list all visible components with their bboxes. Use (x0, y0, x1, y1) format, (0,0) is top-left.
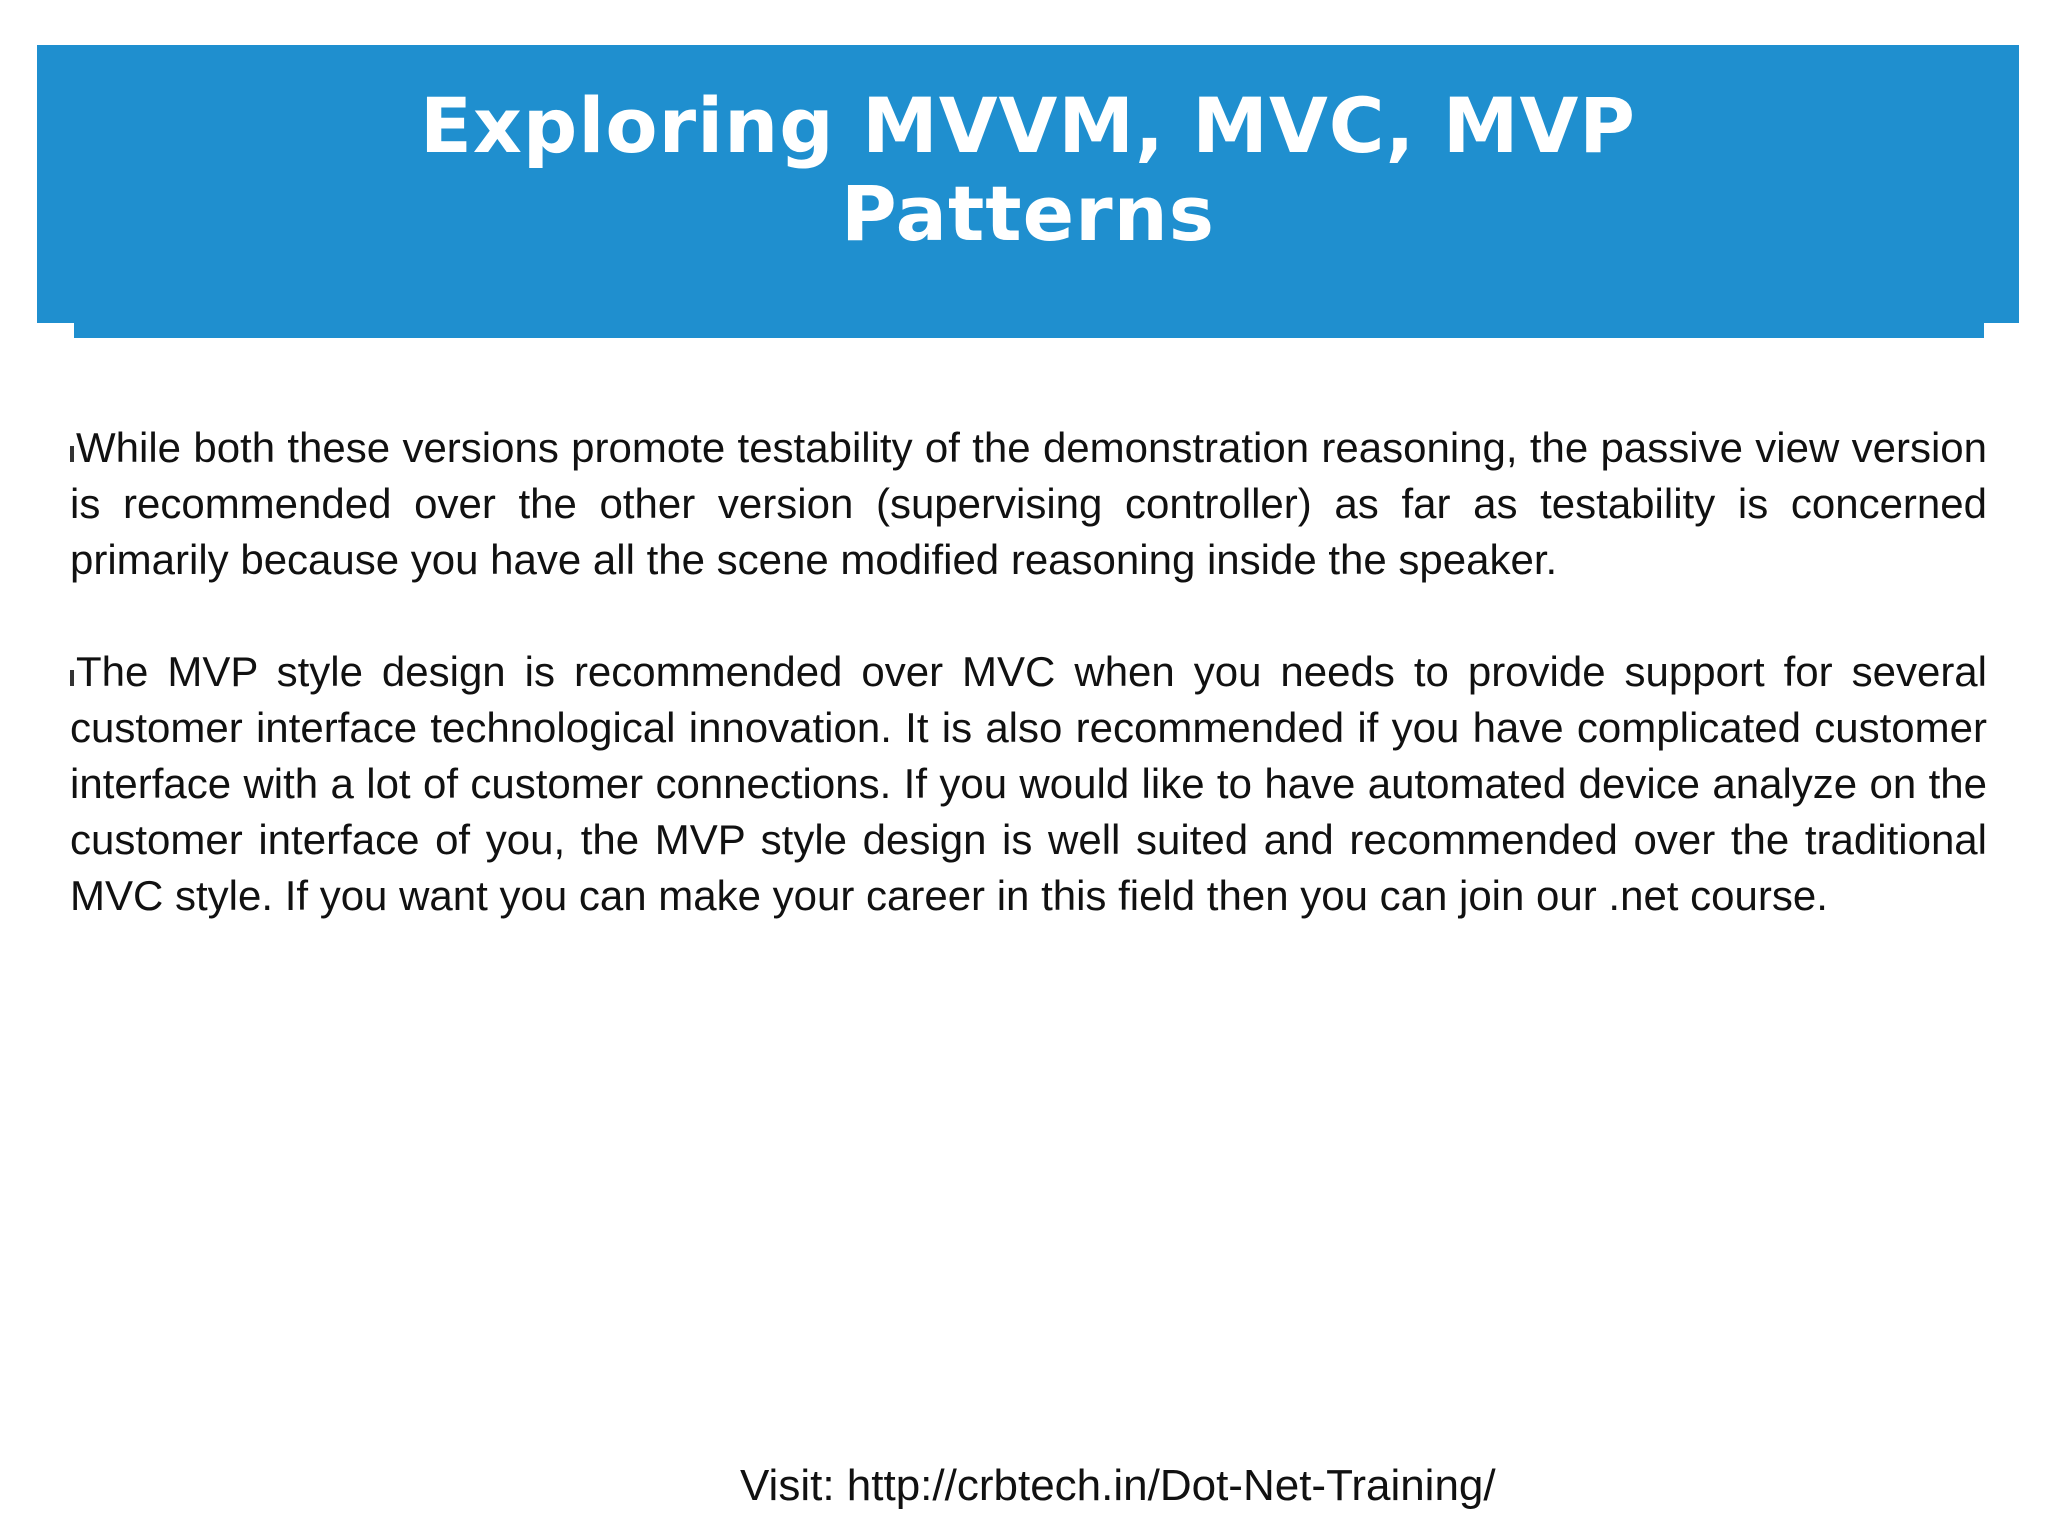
paragraph-mvp-design (70, 644, 1987, 924)
bullet-icon (70, 670, 74, 686)
slide-title-line-1: Exploring MVVM, MVC, MVP (419, 81, 1637, 170)
footer-visit-link[interactable]: Visit: http://crbtech.in/Dot-Net-Training/ (740, 1461, 1496, 1510)
slide-title-line-2: Patterns (841, 169, 1215, 258)
title-banner (37, 45, 2019, 323)
bullet-icon (70, 446, 74, 462)
paragraph-text: The MVP style design is recommended over MVC when you needs to provide support for several customer interface technological innovation. It is also recommended if you have complicated customer interface with a lot of customer connections. If you would like to have automated device analyze on the customer interface of you, the MVP style design is well suited and recommended over the traditional MVC style. If you want you can make your career in this field then you can join our .net course. (70, 648, 1987, 919)
slide-title (37, 82, 2019, 258)
paragraph-text: While both these versions promote testability of the demonstration reasoning, the passive view version is recommended over the other version (supervising controller) as far as testability is concerned primarily because you have all the scene modified reasoning inside the speaker. (70, 424, 1987, 583)
paragraph-passive-view (70, 420, 1987, 588)
banner-underline (74, 318, 1984, 338)
slide-body (70, 420, 1987, 980)
